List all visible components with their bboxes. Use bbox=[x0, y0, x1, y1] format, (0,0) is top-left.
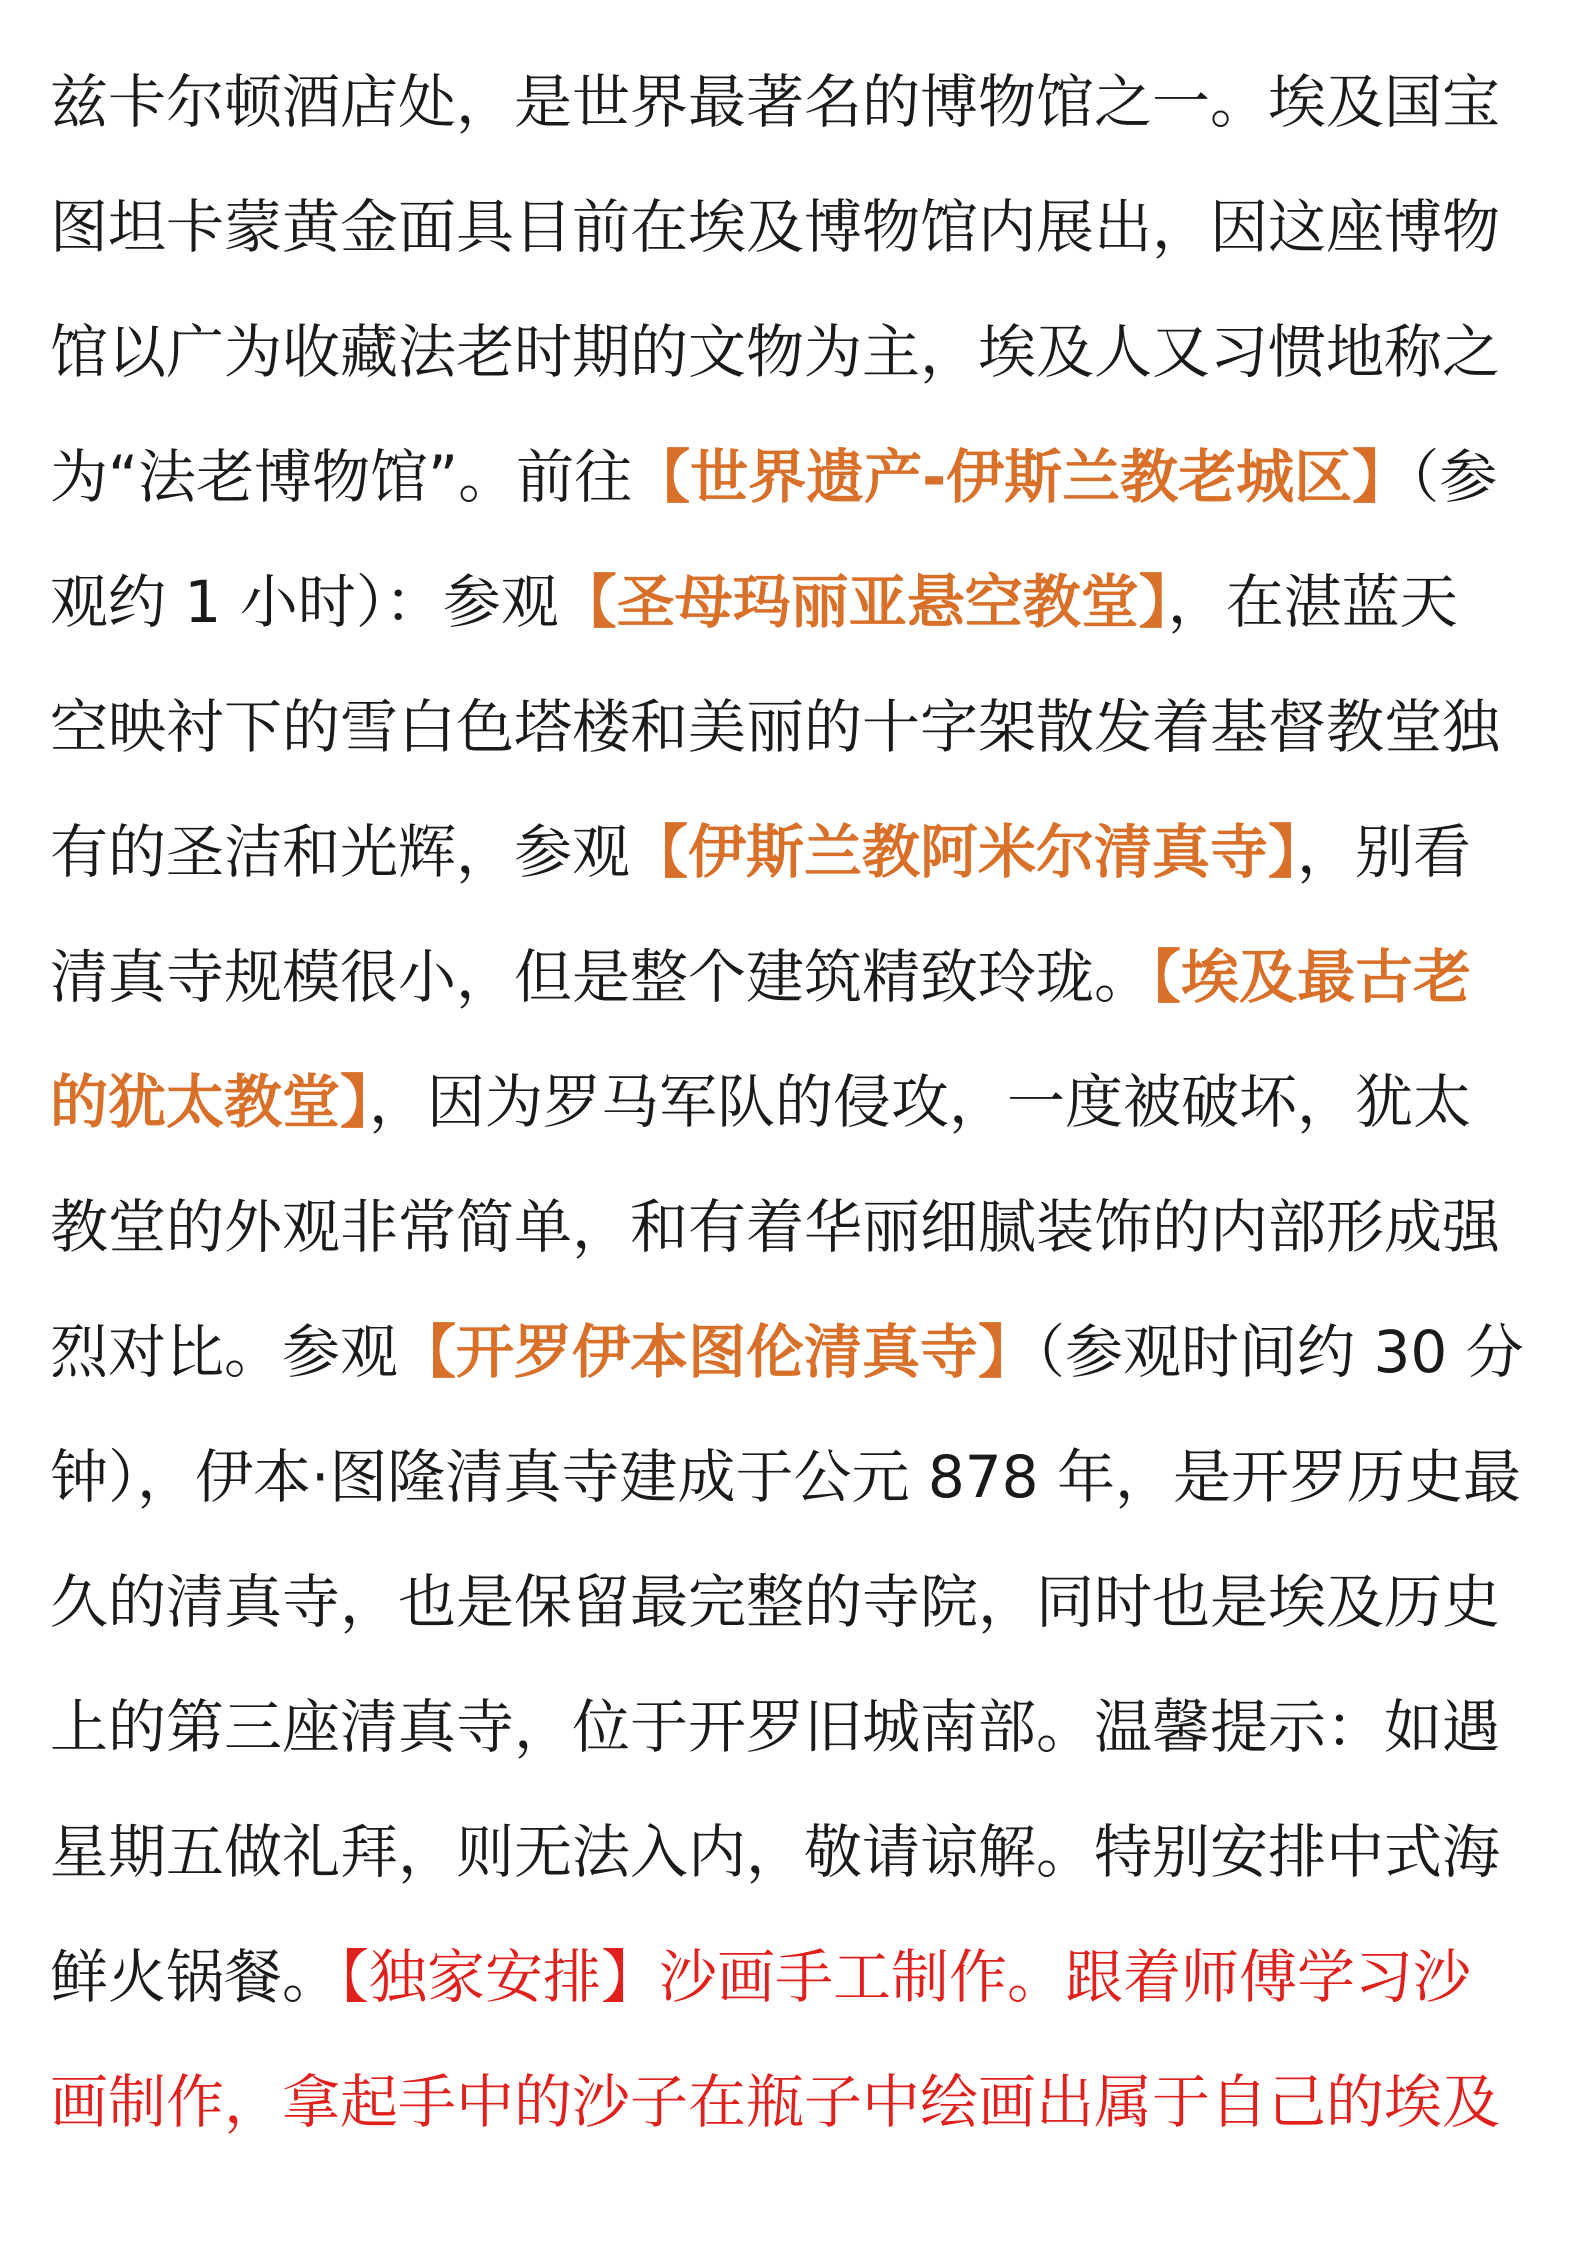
text-segment: 久的清真寺，也是保留最完整的寺院，同时也是埃及历史 bbox=[50, 1568, 1501, 1636]
highlighted-place-name: 【埃及最古老 bbox=[1152, 943, 1472, 1011]
text-line bbox=[50, 540, 1540, 665]
text-segment: 烈对比。参观 bbox=[50, 1318, 399, 1386]
highlighted-place-name: 的犹太教堂】 bbox=[50, 1068, 370, 1136]
text-line bbox=[50, 1415, 1540, 1540]
text-segment: 星期五做礼拜，则无法入内，敬请谅解。特别安排中式海 bbox=[50, 1818, 1501, 1886]
text-segment: 教堂的外观非常简单，和有着华丽细腻装饰的内部形成强 bbox=[50, 1193, 1501, 1261]
special-arrangement-text: 画制作，拿起手中的沙子在瓶子中绘画出属于自己的埃及 bbox=[50, 2068, 1501, 2136]
text-line bbox=[50, 1290, 1540, 1415]
text-segment: （参观时间约 30 分 bbox=[1036, 1318, 1524, 1386]
text-line bbox=[50, 1540, 1540, 1665]
text-line bbox=[50, 2040, 1540, 2165]
text-segment: ，别看 bbox=[1297, 818, 1472, 886]
text-segment: 上的第三座清真寺，位于开罗旧城南部。温馨提示：如遇 bbox=[50, 1693, 1501, 1761]
text-line bbox=[50, 165, 1540, 290]
text-line bbox=[50, 415, 1540, 540]
text-line bbox=[50, 1665, 1540, 1790]
text-segment: 空映衬下的雪白色塔楼和美丽的十字架散发着基督教堂独 bbox=[50, 693, 1501, 761]
text-line bbox=[50, 290, 1540, 415]
text-segment: ，在湛蓝天 bbox=[1167, 568, 1458, 636]
body-text bbox=[50, 40, 1540, 2165]
text-segment: 鲜火锅餐。 bbox=[50, 1943, 341, 2011]
text-line bbox=[50, 1790, 1540, 1915]
text-line bbox=[50, 915, 1540, 1040]
highlighted-place-name: 【开罗伊本图伦清真寺】 bbox=[398, 1318, 1037, 1386]
text-segment: （参 bbox=[1410, 443, 1498, 511]
text-segment: 清真寺规模很小，但是整个建筑精致玲珑。 bbox=[50, 943, 1153, 1011]
special-arrangement-text: 【独家安排】沙画手工制作。跟着师傅学习沙 bbox=[340, 1943, 1472, 2011]
highlighted-place-name: 【世界遗产-伊斯兰教老城区】 bbox=[632, 443, 1411, 511]
text-segment: 图坦卡蒙黄金面具目前在埃及博物馆内展出，因这座博物 bbox=[50, 193, 1501, 261]
highlighted-place-name: 【伊斯兰教阿米尔清真寺】 bbox=[630, 818, 1298, 886]
text-line bbox=[50, 1040, 1540, 1165]
text-segment: 观约 1 小时）：参观 bbox=[50, 568, 559, 636]
highlighted-place-name: 【圣母玛丽亚悬空教堂】 bbox=[558, 568, 1168, 636]
text-segment: 有的圣洁和光辉，参观 bbox=[50, 818, 631, 886]
text-line bbox=[50, 40, 1540, 165]
text-segment: 兹卡尔顿酒店处，是世界最著名的博物馆之一。埃及国宝 bbox=[50, 68, 1501, 136]
text-segment: 馆以广为收藏法老时期的文物为主，埃及人又习惯地称之 bbox=[50, 318, 1501, 386]
text-segment: ，因为罗马军队的侵攻，一度被破坏，犹太 bbox=[369, 1068, 1472, 1136]
text-segment: 钟），伊本·图隆清真寺建成于公元 878 年，是开罗历史最 bbox=[50, 1443, 1522, 1511]
text-segment: 为“法老博物馆”。前往 bbox=[50, 443, 633, 511]
text-line bbox=[50, 790, 1540, 915]
text-line bbox=[50, 665, 1540, 790]
text-line bbox=[50, 1165, 1540, 1290]
text-line bbox=[50, 1915, 1540, 2040]
